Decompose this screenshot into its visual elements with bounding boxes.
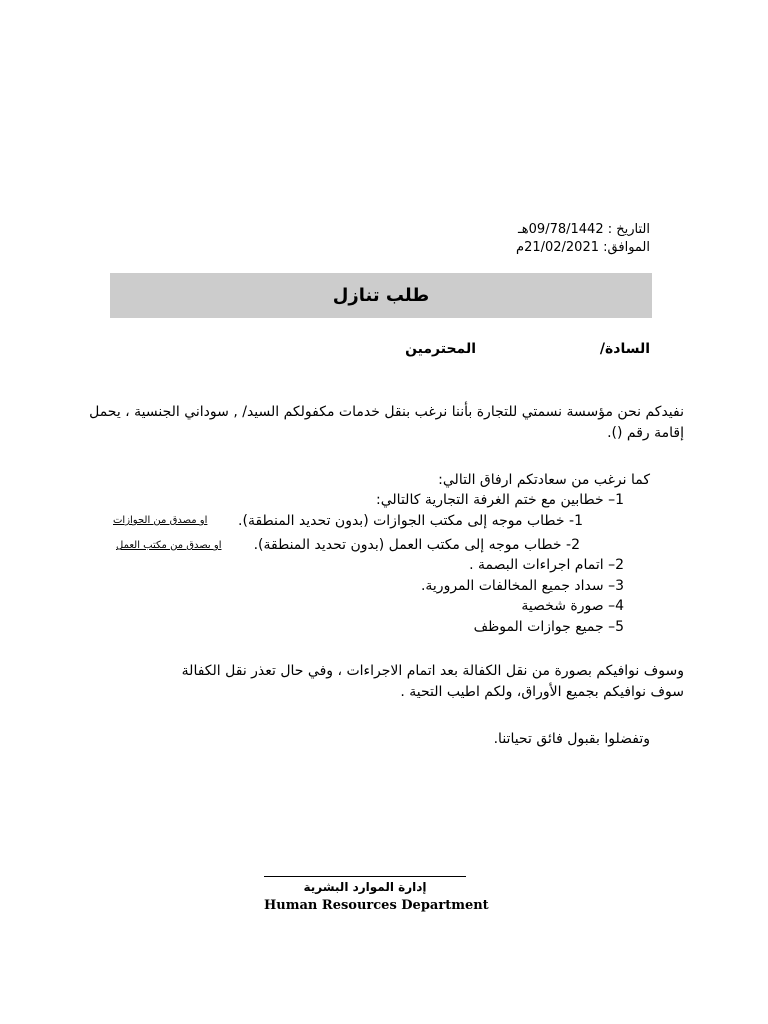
hijri-date-line xyxy=(518,222,650,237)
gregorian-date-value: 21/02/2021م xyxy=(516,240,599,255)
labor-office-note: او بصدق من مكتب العمل xyxy=(116,540,222,551)
intro-line-2: إقامة رقم (). xyxy=(607,425,684,441)
list-item: 3– سداد جميع المخالفات المرورية. xyxy=(420,578,624,594)
list-item: 1– خطابين مع ختم الغرفة التجارية كالتالي: xyxy=(376,492,624,508)
list-item: 5– جميع جوازات الموظف xyxy=(473,619,624,635)
list-item: 2– اتمام اجراءات البصمة . xyxy=(469,557,624,573)
signature-line xyxy=(264,876,466,877)
honorific: المحترمين xyxy=(405,341,476,357)
passport-note: او مصدق من الجوازات xyxy=(113,515,208,526)
title-band xyxy=(110,273,652,318)
gregorian-date-label: الموافق: xyxy=(603,240,650,255)
list-item: 1- خطاب موجه إلى مكتب الجوازات (بدون تحديد المنطقة). xyxy=(238,513,583,529)
request-intro: كما نرغب من سعادتكم ارفاق التالي: xyxy=(438,472,650,488)
intro-line-1: نفيدكم نحن مؤسسة نسمتي للتجارة بأننا نرغب بنقل خدمات مكفولكم السيد/ , سوداني الجنسية ، يحمل xyxy=(89,404,684,420)
regards-line: وتفضلوا بقبول فائق تحياتنا. xyxy=(493,731,650,747)
department-arabic: إدارة الموارد البشرية xyxy=(303,880,427,894)
gregorian-date-line xyxy=(516,240,650,255)
list-item: 4– صورة شخصية xyxy=(521,598,624,614)
salutation: السادة/ xyxy=(599,341,650,357)
closing-line-2: سوف نوافيكم بجميع الأوراق، ولكم اطيب التحية . xyxy=(400,684,684,700)
hijri-date-value: 09/78/1442هـ xyxy=(517,222,604,237)
closing-line-1: وسوف نوافيكم بصورة من نقل الكفالة بعد اتمام الاجراءات ، وفي حال تعذر نقل الكفالة xyxy=(181,663,684,679)
letter-title: طلب تنازل xyxy=(332,285,430,306)
list-item: 2- خطاب موجه إلى مكتب العمل (بدون تحديد المنطقة). xyxy=(253,537,580,553)
hijri-date-label: التاريخ : xyxy=(607,222,650,237)
department-english: Human Resources Department xyxy=(264,898,489,913)
